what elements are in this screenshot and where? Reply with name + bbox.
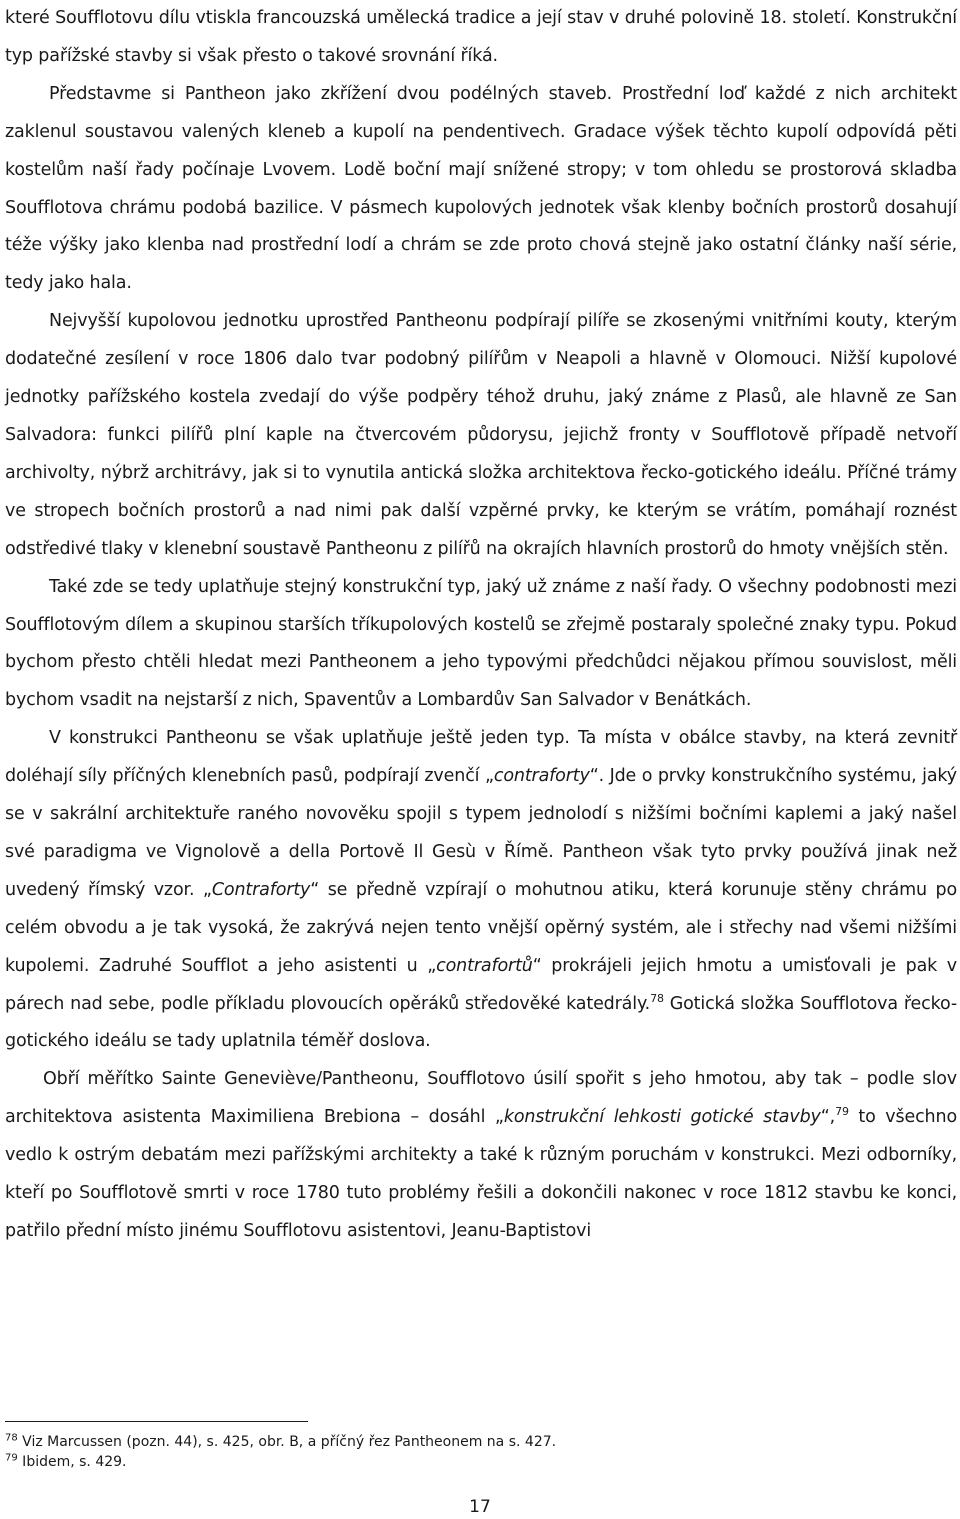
text-run: “ prokrájeli jejich hmotu a umisťovali je pak v párech nad sebe, podle příkladu plovoucích opěráků středověké katedrály. <box>5 955 957 1014</box>
text-run: Představme si Pantheon jako zkřížení dvou podélných staveb. Prostřední loď každé z nich architekt zaklenul soustavou valených kleneb a kupolí na pendentivech. Gradace výšek těchto kupolí odpovídá pěti kostelům naší řady počínaje Lvovem. Lodě boční mají snížené stropy; v tom ohledu se prostorová skladba Soufflotova chrámu podobá bazilice. V pásmech kupolových jednotek však klenby bočních prostorů dosahují téže výšky jako klenba nad prostřední lodí a chrám se zde proto chová stejně jako ostatní články naší série, tedy jako hala. <box>5 83 957 294</box>
footnote-ref-79[interactable]: 79 <box>835 1105 849 1119</box>
footnote-number: 79 <box>5 1452 18 1464</box>
page-body <box>5 0 957 1251</box>
text-run: “, <box>820 1107 836 1128</box>
paragraph-p3 <box>5 303 957 568</box>
paragraph-p1 <box>5 0 957 76</box>
text-run: Obří měřítko Sainte Geneviève/Pantheonu, Soufflotovo úsilí spořit s jeho hmotou, aby tak – podle slov architektova asistenta Maximiliena Brebiona – dosáhl „ <box>5 1069 957 1128</box>
text-run: V konstrukci Pantheonu se však uplatňuje ještě jeden typ. Ta místa v obálce stavby, na která zevnitř doléhají síly příčných klenebních pasů, podpírají zvenčí „ <box>5 728 957 787</box>
paragraph-p6 <box>5 1061 957 1251</box>
italic-text: contrafortů <box>436 955 533 976</box>
text-run: “. Jde o prvky konstrukčního systému, jaký se v sakrální architektuře raného novověku spojil s typem jednolodí s nižšími bočními kaplemi a jaký našel své paradigma ve Vignolově a della Portově Il Gesù v Římě. Pantheon však tyto prvky používá jinak než uvedený římský vzor. „ <box>5 766 957 900</box>
paragraph-p5 <box>5 720 957 1061</box>
paragraph-p2 <box>5 76 957 303</box>
text-run: “ se předně vzpírají o mohutnou atiku, která korunuje stěny chrámu po celém obvodu a je tak vysoká, že zakrývá nejen tento vnější opěrný systém, ale i střechy nad všemi nižšími kupolemi. Zadruhé Soufflot a jeho asistenti u „ <box>5 879 957 976</box>
italic-text: konstrukční lehkosti gotické stavby <box>503 1107 821 1128</box>
text-run: Nejvyšší kupolovou jednotku uprostřed Pantheonu podpírají pilíře se zkosenými vnitřními kouty, kterým dodatečné zesílení v roce 1806 dalo tvar podobný pilířům v Neapoli a hlavně v Olomouci. Nižší kupolové jednotky pařížského kostela zvedají do výše podpěry téhož druhu, jaký známe z Plasů, ale hlavně ze San Salvadora: funkci pilířů plní kaple na čtvercovém půdorysu, jejichž fronty v Soufflotově případě netvoří archivolty, nýbrž architrávy, jak si to vynutila antická složka architektova řecko-gotického ideálu. Příčné trámy ve stropech bočních prostorů a nad nimi pak další vzpěrné prvky, ke kterým se vrátím, pomáhají roznést odstředivé tlaky v klenební soustavě Pantheonu z pilířů na okrajích hlavních prostorů do hmoty vnějších stěn. <box>5 311 957 559</box>
body-text <box>5 0 957 1251</box>
footnote-text: Viz Marcussen (pozn. 44), s. 425, obr. B, a příčný řez Pantheonem na s. 427. <box>17 1434 557 1450</box>
footnote-separator <box>5 1421 308 1422</box>
footnote-text: Ibidem, s. 429. <box>17 1454 127 1470</box>
italic-text: contraforty <box>493 766 590 787</box>
text-run: Gotická složka Soufflotova řecko-gotického ideálu se tady uplatnila téměř doslova. <box>5 993 957 1052</box>
text-run: Také zde se tedy uplatňuje stejný konstrukční typ, jaký už známe z naší řady. O všechny podobnosti mezi Soufflotovým dílem a skupinou starších tříkupolových kostelů se zřejmě postaraly společné znaky typu. Pokud bychom přesto chtěli hledat mezi Pantheonem a jeho typovými předchůdci nějakou přímou souvislost, měli bychom vsadit na nejstarší z nich, Spaventův a Lombardův San Salvador v Benátkách. <box>5 576 957 711</box>
text-run: to všechno vedlo k ostrým debatám mezi pařížskými architekty a také k různým poruchám v konstrukci. Mezi odborníky, kteří po Soufflotově smrti v roce 1780 tuto problémy řešili a dokončili nakonec v roce 1812 stavbu ke konci, patřilo přední místo jinému Soufflotovu asistentovi, Jeanu-Baptistovi <box>5 1107 957 1241</box>
paragraph-p4 <box>5 569 957 721</box>
footnote-79 <box>5 1452 905 1472</box>
footnote-number: 78 <box>5 1432 18 1444</box>
footnote-ref-78[interactable]: 78 <box>650 991 664 1005</box>
footnotes <box>5 1432 905 1472</box>
italic-text: Contraforty <box>211 879 311 900</box>
text-run: které Soufflotovu dílu vtiskla francouzská umělecká tradice a její stav v druhé polovině 18. století. Konstrukční typ pařížské stavby si však přesto o takové srovnání říká. <box>5 8 957 66</box>
page-number: 17 <box>469 1497 491 1517</box>
footnote-78 <box>5 1432 905 1452</box>
